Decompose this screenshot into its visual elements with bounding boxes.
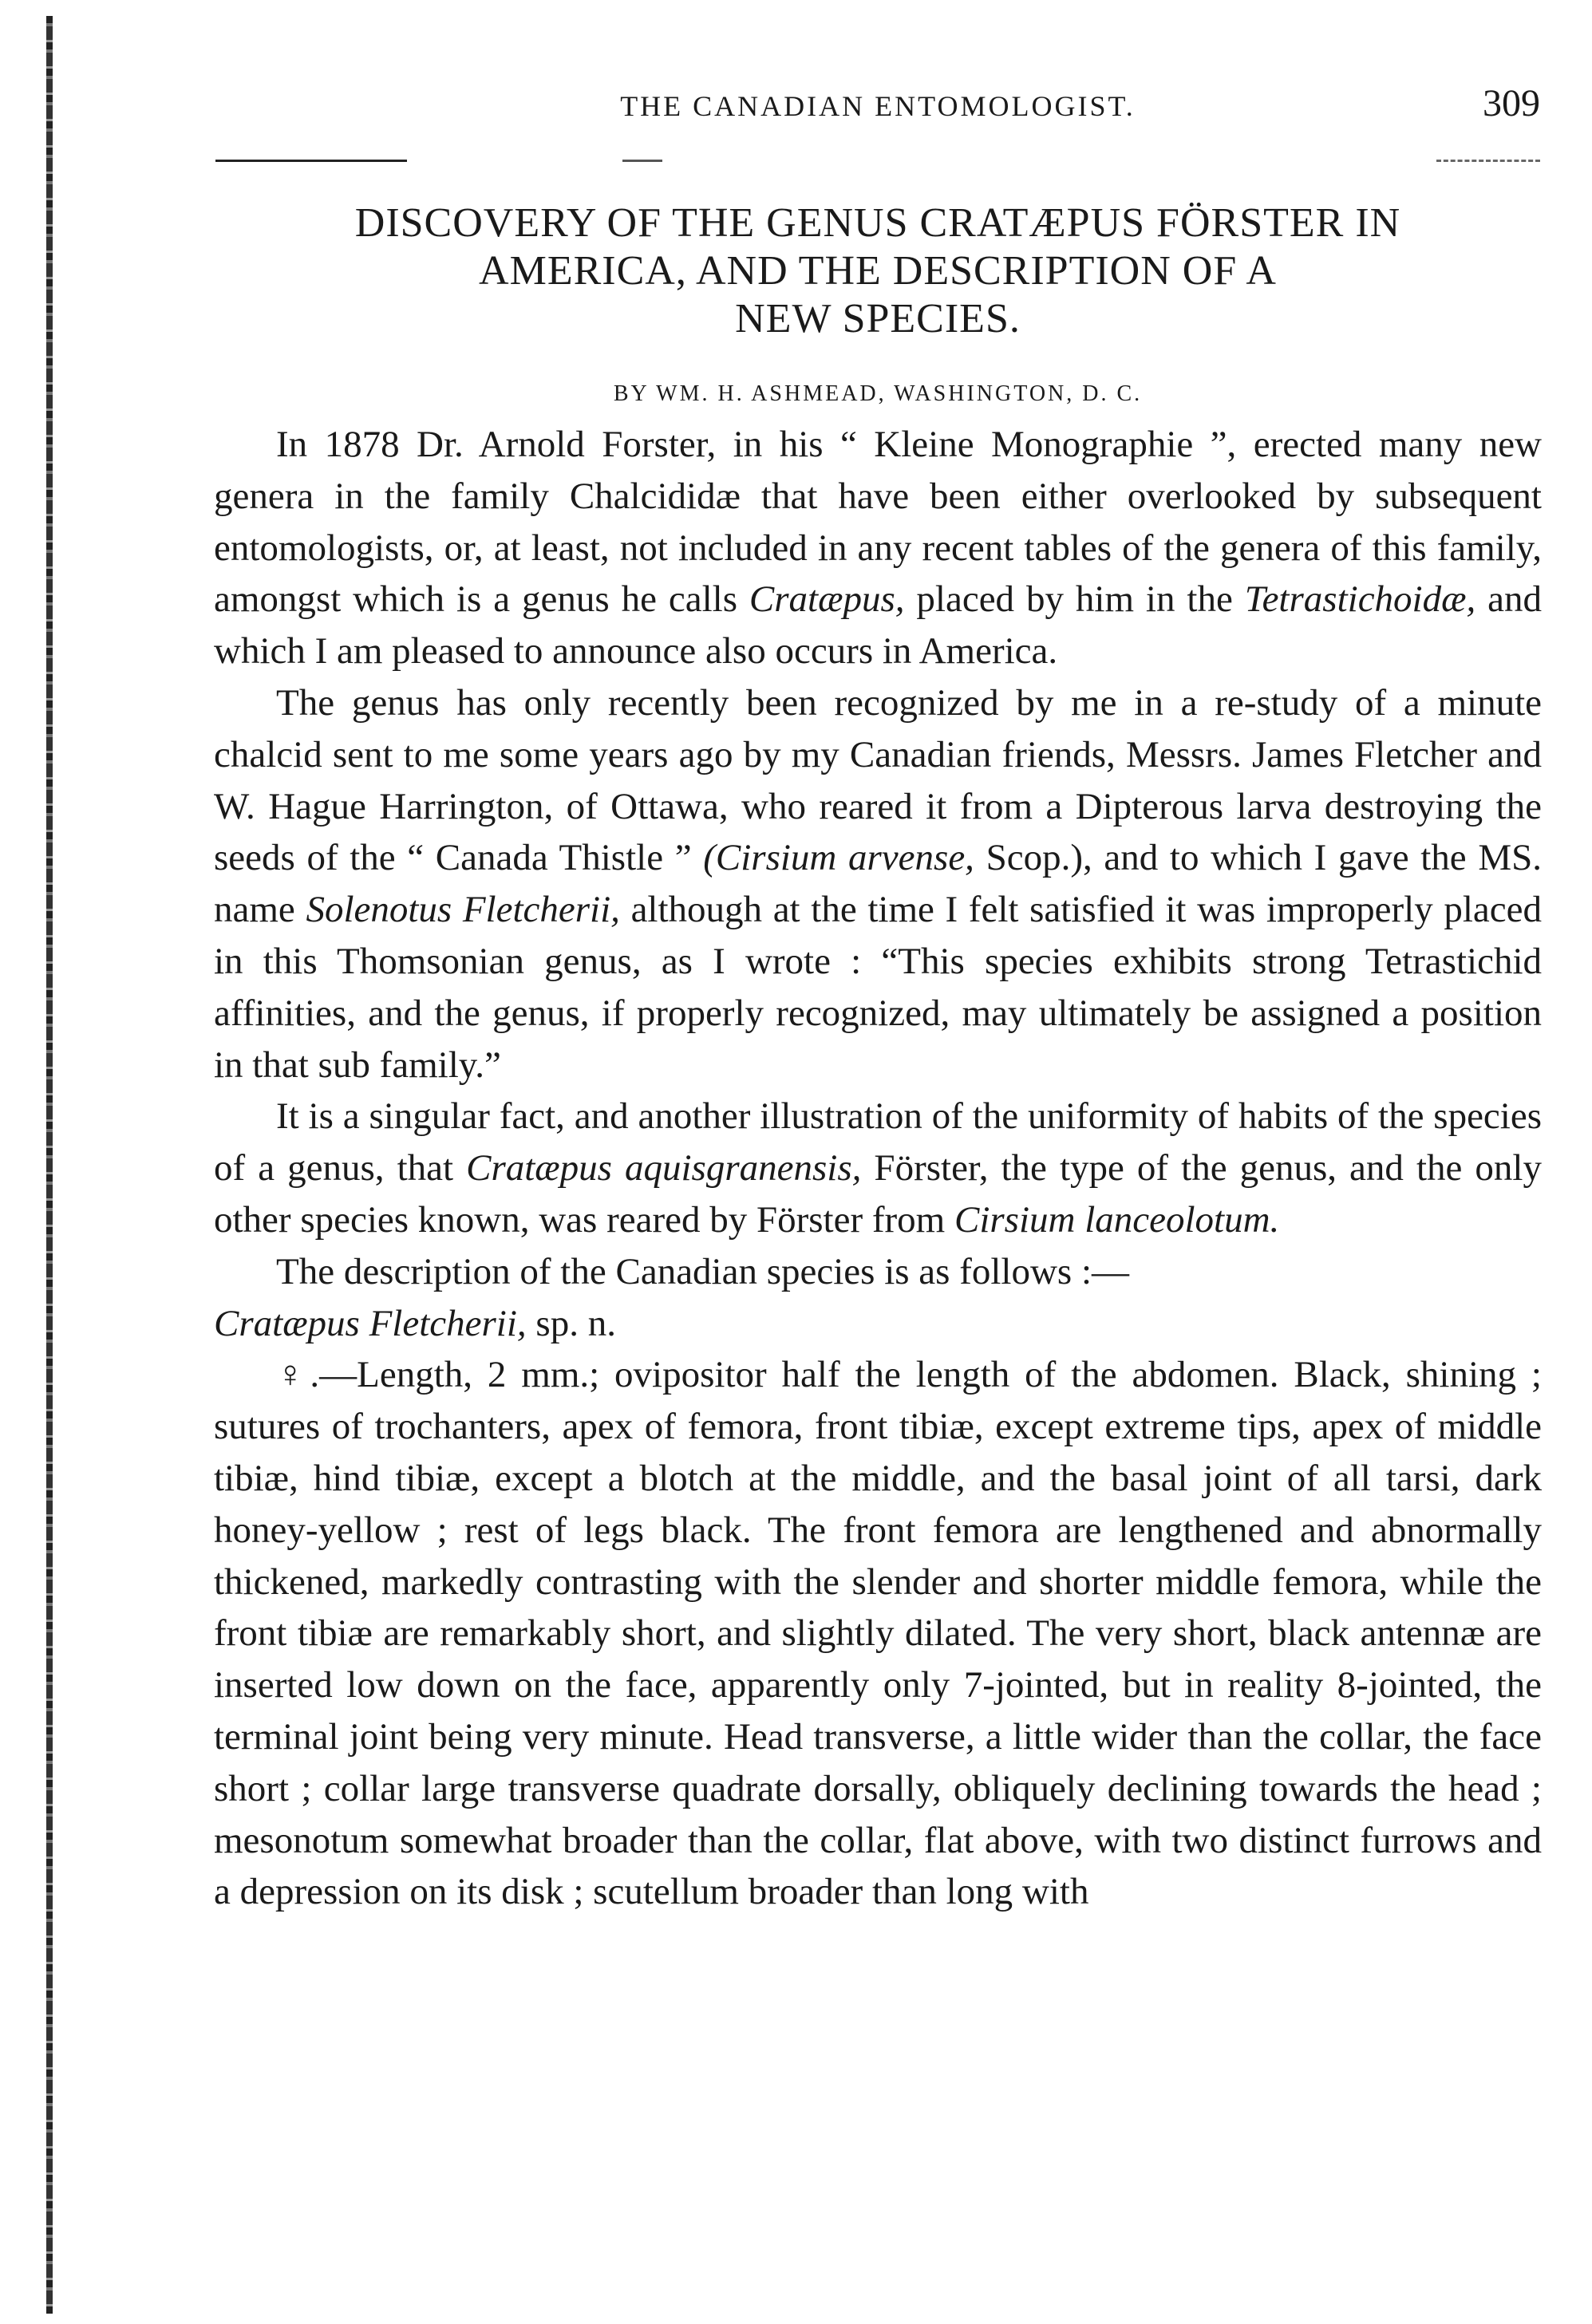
article-body [214,419,1542,1918]
header-rule-right [1436,160,1540,162]
title-line-3: NEW SPECIES. [735,296,1021,341]
paragraph-intro: In 1878 Dr. Arnold Forster, in his “ Kleine Monographie ”, erected many new genera in the family Chalcididæ that have been either overlooked by subsequent entomologists, or, at least, not included in any recent tables of the genera of this family, amongst which is a genus he calls Cratæpus, placed by him in the Tetrastichoidæ, and which I am pleased to announce also occurs in America. [214,424,1542,673]
title-line-1: DISCOVERY OF THE GENUS CRATÆPUS FÖRSTER IN [354,200,1401,246]
byline: BY WM. H. ASHMEAD, WASHINGTON, D. C. [613,381,1143,406]
header-rule-mid [622,160,662,162]
paragraph-habits: It is a singular fact, and another illustration of the uniformity of habits of the species of a genus, that Cratæpus aquisgranensis, Förster, the type of the genus, and the only other species known, was reared by Förster from Cirsium lanceolotum. [214,1095,1542,1241]
paragraph-female-description: ♀.—Length, 2 mm.; ovipositor half the length of the abdomen. Black, shining ; sutures of trochanters, apex of femora, front tibiæ, except extreme tips, apex of middle tibiæ, hind tibiæ, except a blotch at the middle, and the basal joint of all tarsi, dark honey-yellow ; rest of legs black. The front femora are lengthened and abnormally thickened, markedly contrasting with the slender and shorter middle femora, while the front tibiæ are remarkably short, and slightly dilated. The very short, black antennæ are inserted low down on the face, apparently only 7-jointed, but in reality 8-jointed, the terminal joint being very minute. Head transverse, a little wider than the collar, the face short ; collar large transverse quadrate dorsally, obliquely declining towards the head ; mesonotum somewhat broader than the collar, flat above, with two distinct furrows and a depression on its disk ; scutellum broader than long with [214,1354,1542,1913]
header-rule-left [215,160,407,162]
page-number: 309 [1483,82,1540,124]
paragraph-description-intro: The description of the Canadian species is as follows :— [276,1250,1129,1292]
running-title: THE CANADIAN ENTOMOLOGIST. [620,90,1136,122]
page-gutter-edge [46,16,53,2314]
species-name: Cratæpus Fletcherii, sp. n. [214,1302,616,1344]
article-title [207,199,1548,343]
title-line-2: AMERICA, AND THE DESCRIPTION OF A [479,248,1277,294]
paragraph-history: The genus has only recently been recognized by me in a re-study of a minute chalcid sent to me some years ago by my Canadian friends, Messrs. James Fletcher and W. Hague Harrington, of Ottawa, who reared it from a Dipterous larva destroying the seeds of the “ Canada Thistle ” (Cirsium arvense, Scop.), and to which I gave the MS. name Solenotus Fletcherii, although at the time I felt satisfied it was improperly placed in this Thomsonian genus, as I wrote : “This species exhibits strong Tetrastichid affinities, and the genus, if properly recognized, may ultimately be assigned a position in that sub family.” [214,681,1542,1086]
running-header [215,82,1540,137]
